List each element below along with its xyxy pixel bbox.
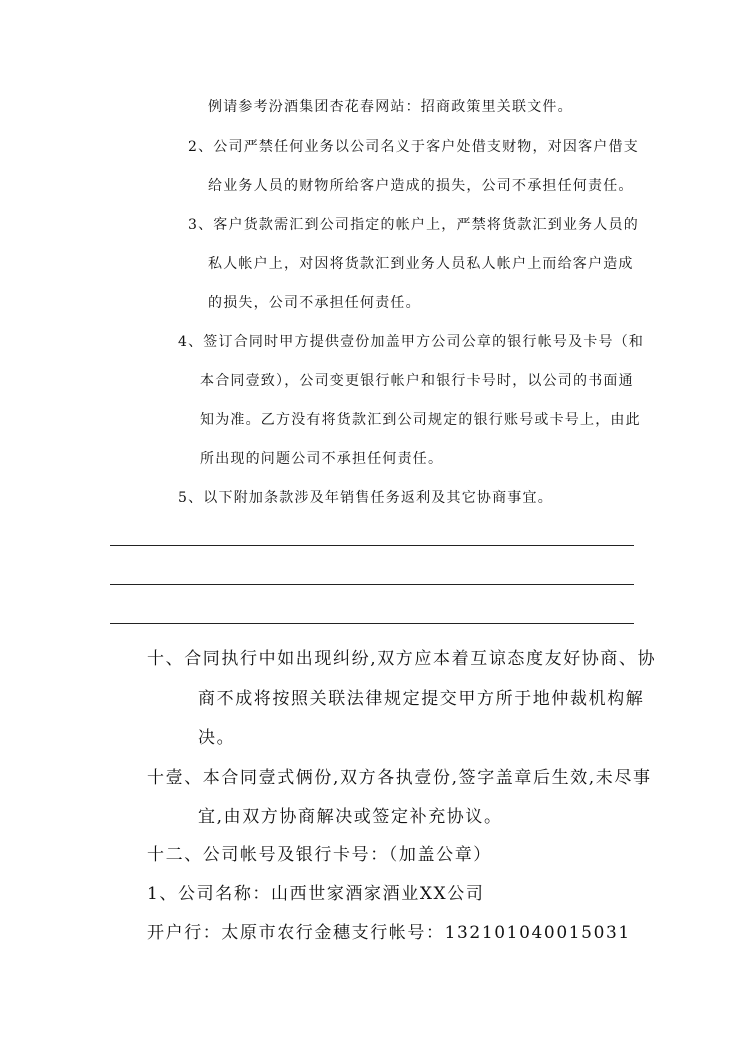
bank-account: 开户行：太原市农行金穗支行帐号：132101040015031 <box>147 923 631 943</box>
clause-11-line-2: 宜,由双方协商解决或签定补充协议。 <box>198 807 503 827</box>
clause-10-line-2: 商不成将按照关联法律规定提交甲方所于地仲裁机构解 <box>198 689 645 709</box>
note-5: 5、以下附加条款涉及年销售任务返利及其它协商事宜。 <box>178 490 553 506</box>
note-4-line-2: 本合同壹致），公司变更银行帐户和银行卡号时，以公司的书面通 <box>200 373 634 389</box>
note-3-line-1: 3、客户货款需汇到公司指定的帐户上，严禁将货款汇到业务人员的 <box>188 217 639 233</box>
blank-line-3 <box>110 623 634 624</box>
note-2-line-2: 给业务人员的财物所给客户造成的损失，公司不承担任何责任。 <box>208 178 634 194</box>
note-3-line-3: 的损失，公司不承担任何责任。 <box>208 295 421 311</box>
clause-10-line-1: 十、合同执行中如出现纠纷,双方应本着互谅态度友好协商、协 <box>147 649 657 669</box>
clause-10-line-3: 决。 <box>198 728 236 748</box>
clause-12-heading: 十二、公司帐号及银行卡号：（加盖公章） <box>147 845 492 865</box>
blank-line-2 <box>110 584 634 585</box>
note-4-line-4: 所出现的问题公司不承担任何责任。 <box>200 451 444 467</box>
clause-11-line-1: 十壹、本合同壹式俩份,双方各执壹份,签字盖章后生效,未尽事 <box>147 768 652 788</box>
company-name: 1、公司名称：山西世家酒家酒业XX公司 <box>147 884 485 904</box>
note-4-line-1: 4、签订合同时甲方提供壹份加盖甲方公司公章的银行帐号及卡号（和 <box>178 334 645 350</box>
note-2-line-1: 2、公司严禁任何业务以公司名义于客户处借支财物，对因客户借支 <box>188 139 639 155</box>
note-3-line-2: 私人帐户上，对因将货款汇到业务人员私人帐户上而给客户造成 <box>208 256 634 272</box>
note-4-line-3: 知为准。乙方没有将货款汇到公司规定的银行账号或卡号上，由此 <box>200 412 641 428</box>
note-1-continuation: 例请参考汾酒集团杏花春网站：招商政策里关联文件。 <box>208 99 573 115</box>
blank-line-1 <box>110 545 634 546</box>
